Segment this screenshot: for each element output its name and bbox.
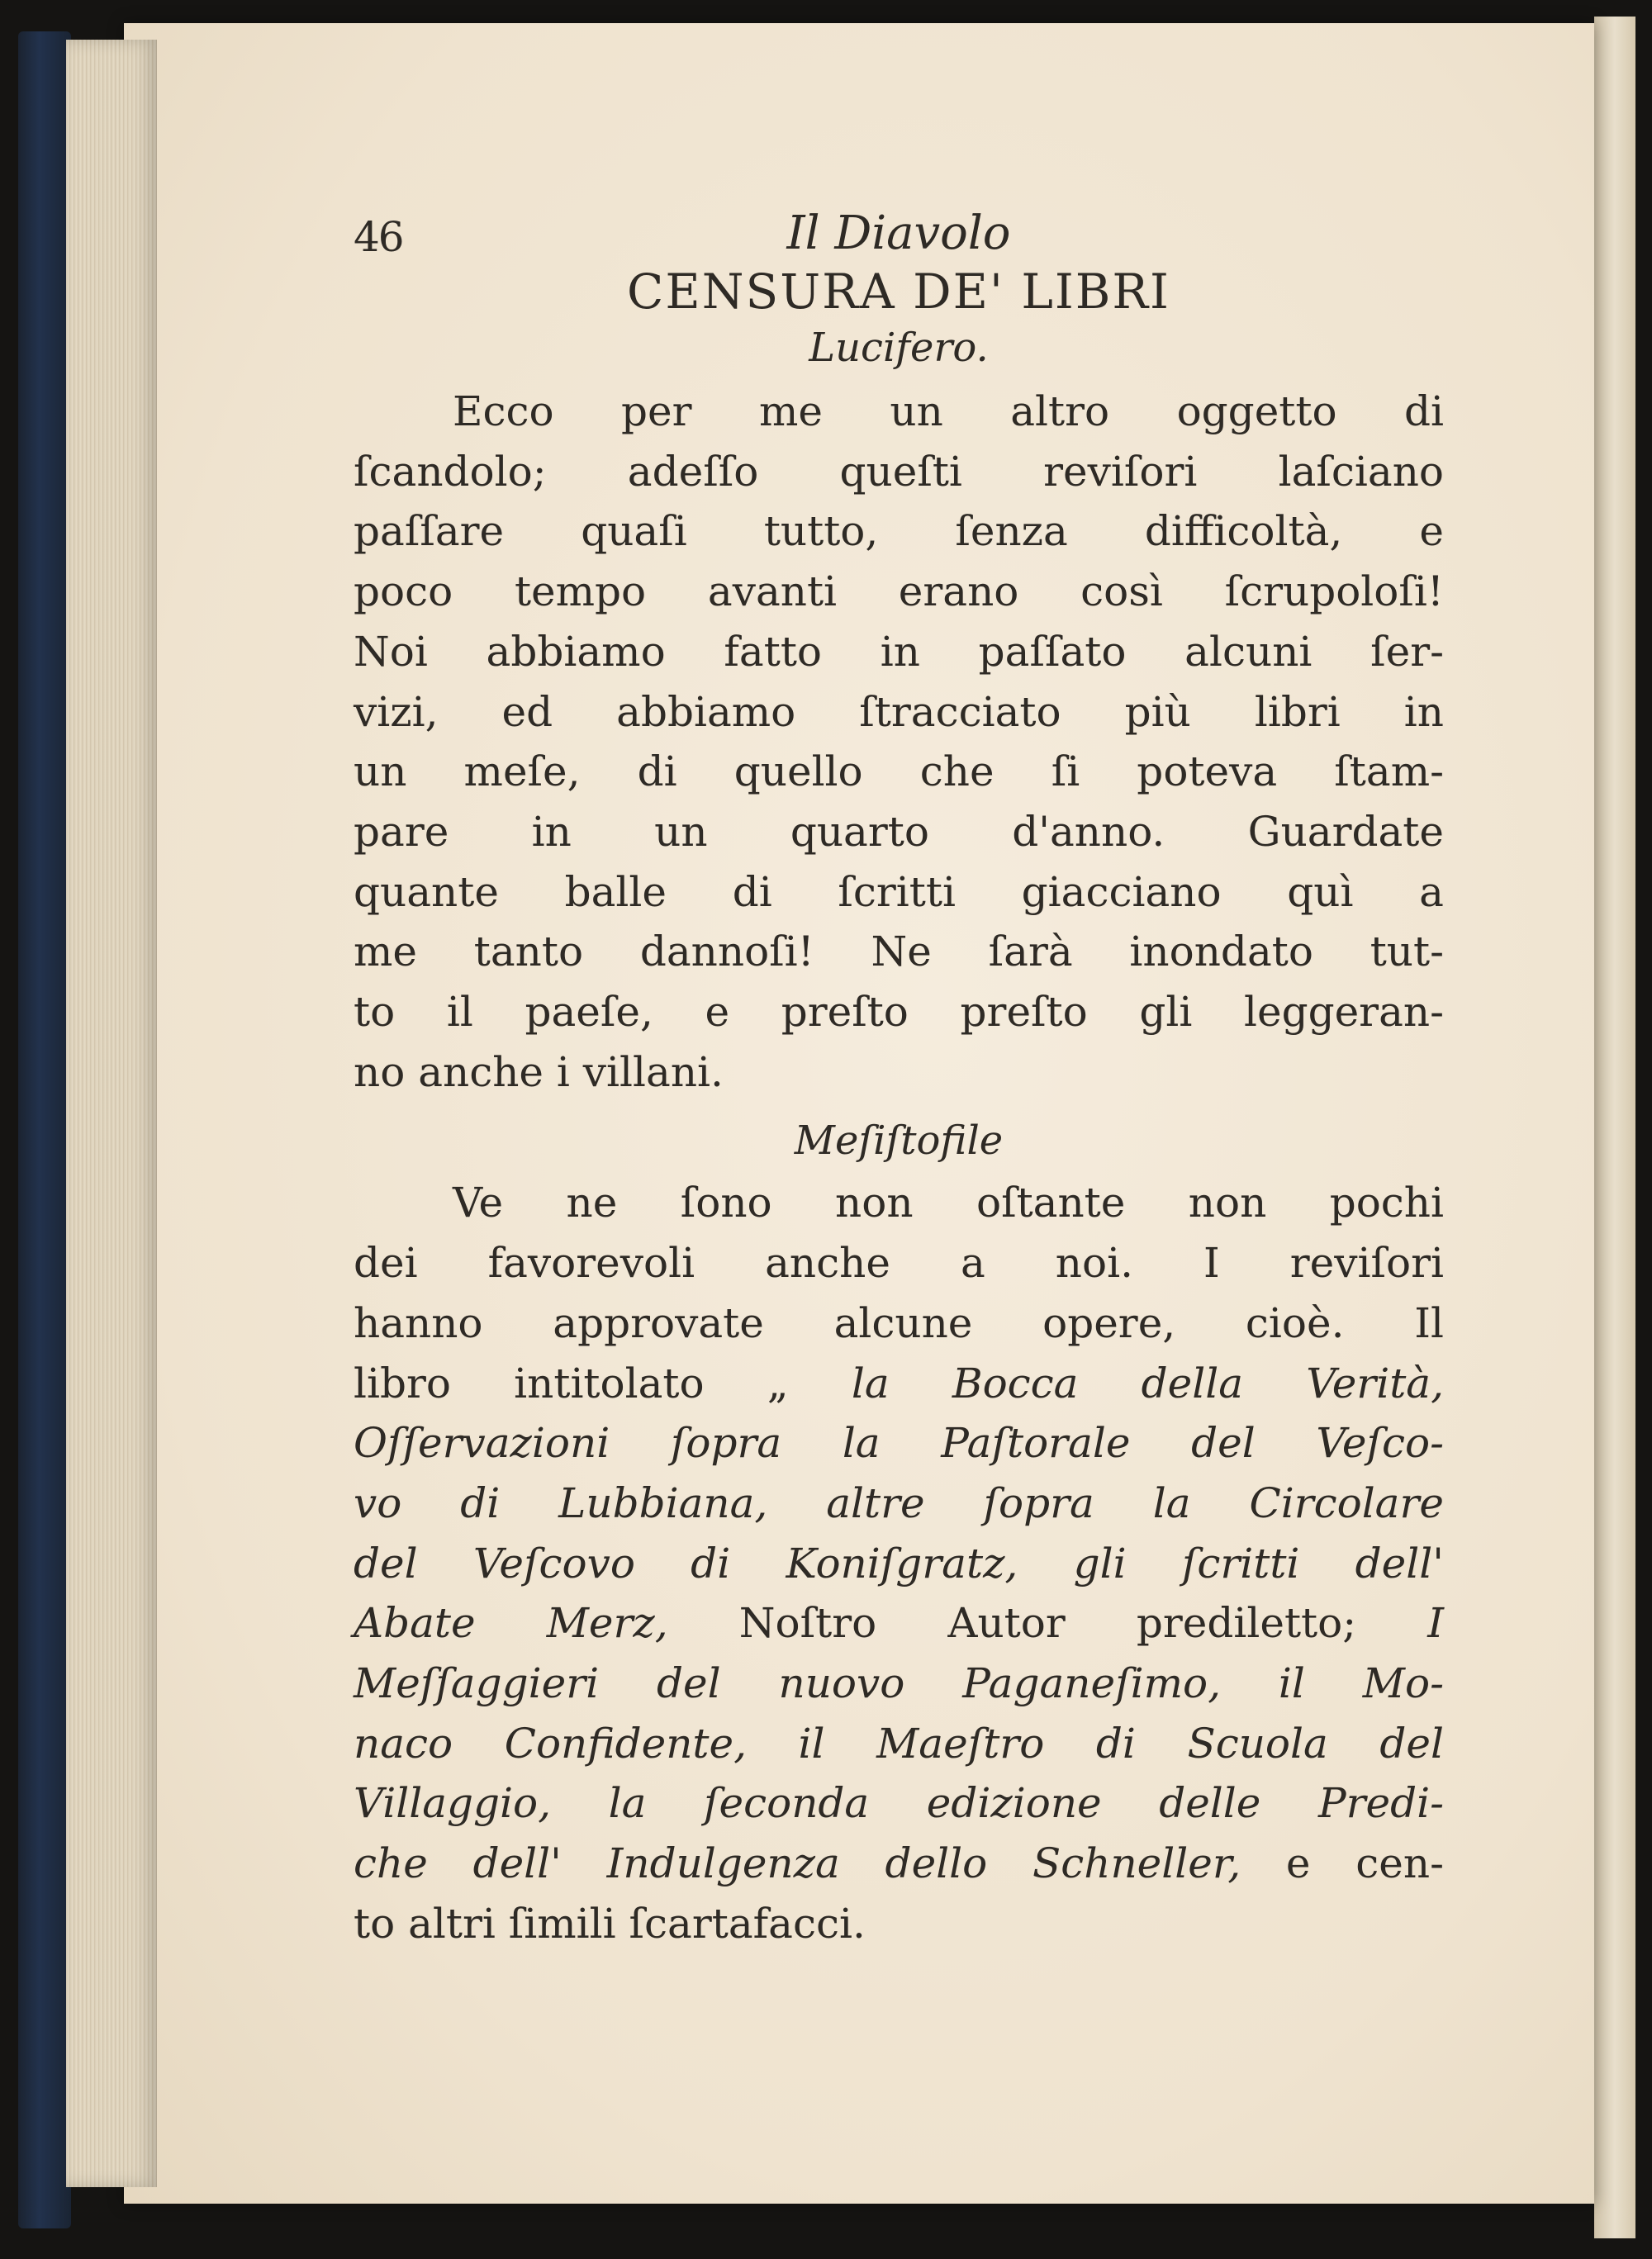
text-line	[354, 1654, 1444, 1714]
italic-text-run: Villaggio, la ſeconda edizione delle Predi-	[354, 1779, 1444, 1828]
text-line	[354, 1834, 1444, 1894]
running-head: Il Diavolo	[786, 206, 1011, 260]
text-run: Ve ne ſono non oſtante non pochi	[453, 1179, 1444, 1227]
italic-text-run: I	[1427, 1599, 1444, 1648]
text-line	[354, 1173, 1444, 1233]
text-line	[354, 1593, 1444, 1654]
facing-page-edge	[1594, 17, 1635, 2238]
text-run: e cen-	[1241, 1839, 1444, 1888]
text-line: paſſare quaſi tutto, ſenza difficoltà, e	[354, 507, 1444, 556]
page-edges	[66, 40, 157, 2187]
text-line	[354, 1293, 1444, 1354]
text-run: Noſtro Autor prediletto;	[667, 1599, 1428, 1648]
page-header	[354, 206, 1444, 264]
speech-paragraph	[354, 382, 1444, 1102]
text-line	[354, 1354, 1444, 1414]
text-line	[354, 1233, 1444, 1293]
text-run: libro intitolato „	[354, 1359, 852, 1407]
section-title: CENSURA DE' LIBRI	[627, 263, 1170, 320]
text-line	[354, 1534, 1444, 1594]
italic-text-run: del Veſcovo di Koniſgratz, gli ſcritti dell'	[354, 1539, 1444, 1587]
text-run: hanno approvate alcune opere, cioè. Il	[354, 1298, 1444, 1347]
speech-paragraph	[354, 1173, 1444, 1953]
page-text	[354, 206, 1444, 1954]
italic-text-run: naco Confidente, il Maeſtro di Scuola del	[354, 1719, 1444, 1768]
italic-text-run: che dell' Indulgenza dello Schneller,	[354, 1839, 1241, 1888]
text-line: no anche i villani.	[354, 1047, 724, 1096]
speaker-name: Lucifero.	[809, 325, 989, 371]
italic-text-run: vo di Lubbiana, altre ſopra la Circolare	[354, 1478, 1444, 1527]
speaker-name: Meſiſtofile	[794, 1118, 1004, 1165]
text-line	[354, 1474, 1444, 1534]
page-number: 46	[354, 213, 403, 261]
italic-text-run: Abate Merz,	[354, 1599, 668, 1648]
italic-text-run: la Bocca della Verità,	[851, 1359, 1444, 1407]
text-line: poco tempo avanti erano così ſcrupoloſi!	[354, 567, 1444, 616]
text-line: me tanto dannoſi! Ne ſarà inondato tut-	[354, 928, 1444, 976]
text-line: pare in un quarto d'anno. Guardate	[354, 807, 1444, 856]
text-line: quante balle di ſcritti giacciano quì a	[354, 867, 1444, 916]
text-line	[354, 1894, 1444, 1954]
text-line	[354, 1714, 1444, 1774]
text-line: Noi abbiamo fatto in paſſato alcuni ſer-	[354, 627, 1444, 676]
text-run: dei favorevoli anche a noi. I reviſori	[354, 1239, 1444, 1288]
italic-text-run: Meſſaggieri del nuovo Paganeſimo, il Mo-	[354, 1659, 1444, 1708]
text-line: Ecco per me un altro oggetto di	[453, 387, 1444, 435]
text-line: to il paeſe, e preſto preſto gli leggeran-	[354, 988, 1444, 1037]
text-line: vizi, ed abbiamo ſtracciato più libri in	[354, 687, 1444, 736]
italic-text-run: Oſſervazioni ſopra la Paſtorale del Veſco-	[354, 1419, 1444, 1468]
text-line	[354, 1413, 1444, 1474]
text-run: to altri ſimili ſcartafacci.	[354, 1899, 866, 1948]
text-line	[354, 1773, 1444, 1834]
text-line: un meſe, di quello che ſi poteva ſtam-	[354, 747, 1444, 796]
text-line: ſcandolo; adeſſo queſti reviſori laſciano	[354, 447, 1444, 496]
book-spine	[18, 31, 71, 2228]
